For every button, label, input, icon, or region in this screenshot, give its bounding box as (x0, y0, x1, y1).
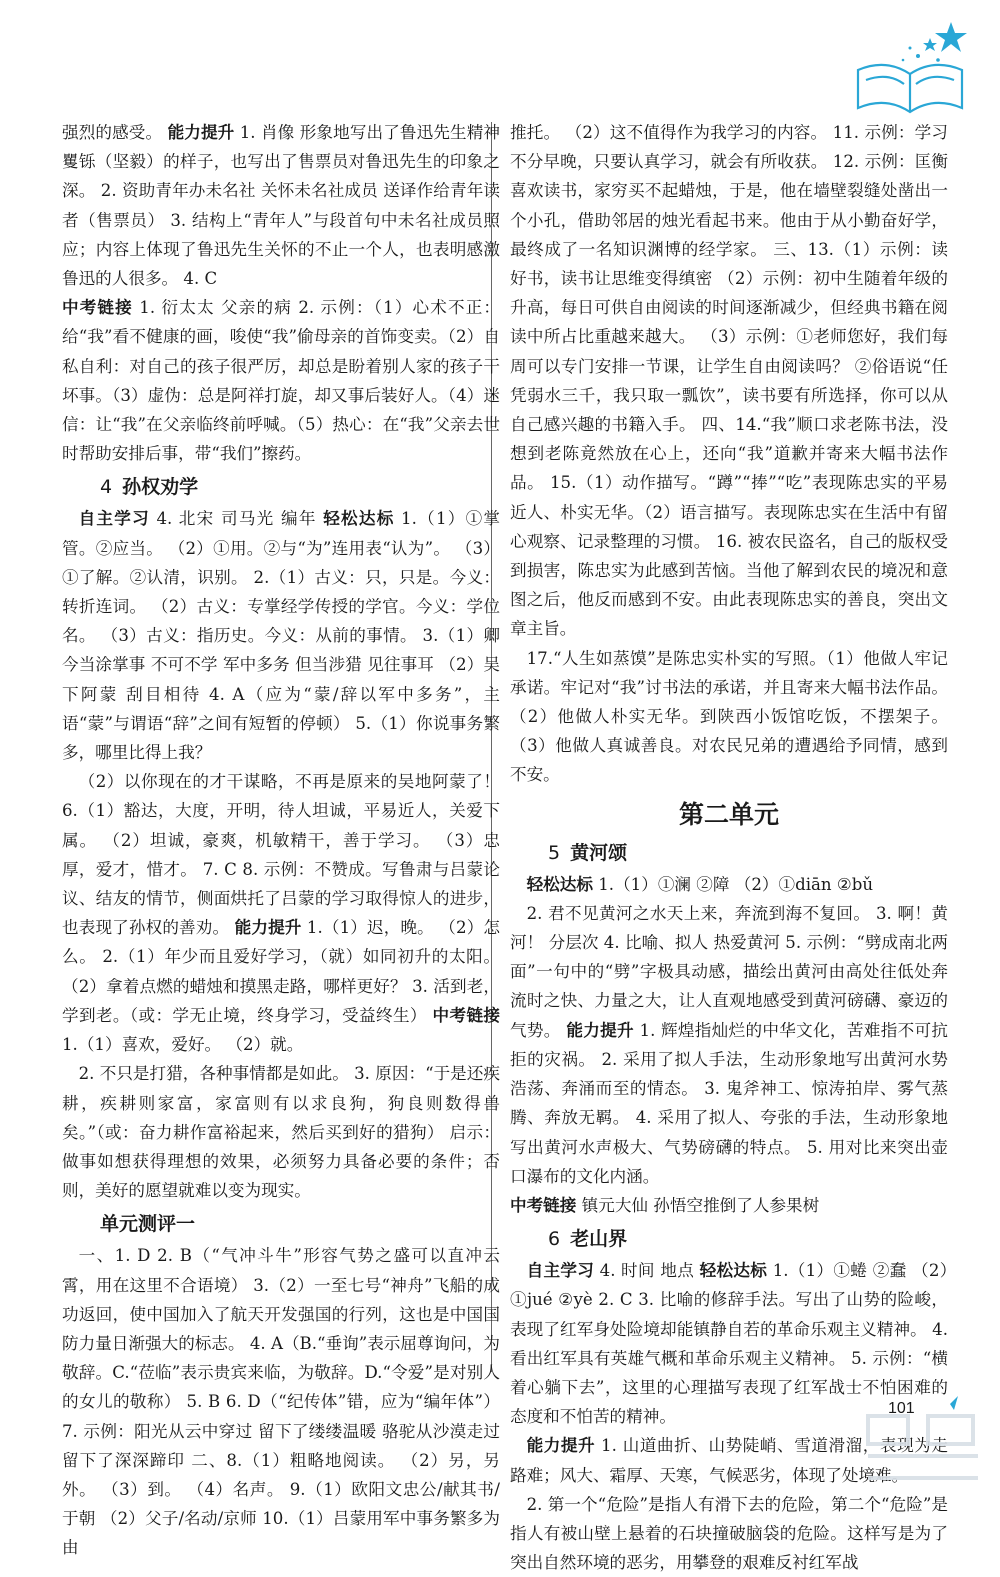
answer-text: 1.（1）喜欢，爱好。 （2）就。 (62, 1035, 304, 1055)
answer-text: 4. 北宋 司马光 编年 (149, 509, 324, 529)
answer-paragraph (510, 644, 948, 790)
section-label: 中考链接 (62, 298, 133, 318)
answer-text: 1.（1）①澜 ②障 （2）①diān ②bǔ (592, 874, 874, 894)
section-heading (62, 472, 500, 502)
section-title: 单元测评一 (100, 1213, 196, 1236)
answer-paragraph (62, 118, 500, 293)
section-title: 老山界 (570, 1228, 628, 1251)
answer-text: 1. 肖像 形象地写出了鲁迅先生精神矍铄（坚毅）的样子，也写出了售票员对鲁迅先生的印象之深。 2. 资助青年办未名社 关怀未名社成员 送译作给青年读者（售票员） 3. 结构上“青年人”与段首句中未名社成员照应；内容上体现了鲁迅先生关怀的不止一个人，也表明感激鲁迅的人很多。 4. C (62, 123, 501, 289)
answer-site-watermark-icon (858, 1396, 988, 1496)
answer-text: 17.“人生如蒸馍”是陈忠实朴实的写照。（1）他做人牢记承诺。牢记对“我”讨书法的承诺，并且寄来大幅书法作品。 （2）他做人朴实无华。到陕西小饭馆吃饭，不摆架子。 （3）他做人真诚善良。对农民兄弟的遭遇给予同情，感到不安。 (510, 648, 948, 785)
section-title: 黄河颂 (570, 841, 628, 864)
answer-text: 1. 衍太太 父亲的病 2. 示例：（1）心术不正：给“我”看不健康的画，唆使“我”偷母亲的首饰变卖。（2）自私自利：对自己的孩子很严厉，却总是盼着别人家的孩子干坏事。（3）虚伪：总是阿祥打旋，却又事后装好人。（4）迷信：让“我”在父亲临终前呼喊。（5）热心：在“我”父亲去世时帮助安排后事，带“我们”擦药。 (62, 298, 500, 464)
open-book-stars-icon (848, 20, 973, 115)
answer-paragraph (510, 1490, 948, 1577)
section-label: 能力提升 (526, 1436, 596, 1456)
right-column (510, 118, 948, 1577)
section-heading (510, 838, 948, 868)
answer-paragraph (62, 767, 500, 1059)
section-heading (62, 1209, 500, 1239)
answer-text: 1. 辉煌指灿烂的中华文化，苦难指不可抗拒的灾祸。 2. 采用了拟人手法，生动形象地写出黄河水势浩荡、奔涌而至的情态。 3. 鬼斧神工、惊涛拍岸、雾气蒸腾、奔放无羁。 4. 采用了拟人、夸张的手法，生动形象地写出黄河水声极大、气势磅礴的特点。 5. 用对比来突出壶口瀑布的文化内涵。 (510, 1020, 949, 1186)
section-number: 5 (548, 841, 561, 864)
answer-text: （2）以你现在的才干谋略，不再是原来的吴地阿蒙了！6.（1）豁达，大度，开明，待人坦诚，平易近人，关爱下属。 （2）坦诚，豪爽，机敏精干，善于学习。 （3）忠厚，爱才，惜才。 7. C 8. 示例：不赞成。写鲁肃与吕蒙论议、结友的情节，侧面烘托了吕蒙的学习取得惊人的进步，也表现了孙权的善劝。 (62, 772, 500, 938)
answer-text: 2. 君不见黄河之水天上来，奔流到海不复回。 3. 啊！黄河！ 分层次 4. 比喻、拟人 热爱黄河 5. 示例：“劈成南北两面”一句中的“劈”字极具动感，描绘出黄河由高处往低处奔流时之快、力量之大，让人直观地感受到黄河磅礴、豪迈的气势。 (510, 903, 948, 1040)
answer-text: 1. 山道曲折、山势陡峭、雪道滑溜，表现为走路难；风大、霜厚、天寒，气候恶劣，体现了处境难。 (510, 1436, 948, 1485)
answer-text: 推托。 （2）这不值得作为我学习的内容。 11. 示例：学习不分早晚，只要认真学习，就会有所收获。 12. 示例：匡衡喜欢读书，家穷买不起蜡烛，于是，他在墙壁裂缝处凿出一个小孔，借助邻居的烛光看起书来。他由于从小勤奋好学，最终成了一名知识渊博的经学家。 三、13.（1）示例：读好书，读书让思维变得缜密 （2）示例：初中生随着年级的升高，每日可供自由阅读的时间逐渐减少，但经典书籍在阅读中所占比重越来越大。 （3）示例：①老师您好，我们每周可以专门安排一节课，让学生自由阅读吗？ ②俗语说“任凭弱水三千，我只取一瓢饮”，读书要有所选择，你可以从自己感兴趣的书籍入手。 四、14.“我”顺口求老陈书法，没想到老陈竟然放在心上，还向“我”道歉并寄来大幅书法作品。 15.（1）动作描写。“蹲”“捧”“吃”表现陈忠实的平易近人、朴实无华。（2）语言描写。表现陈忠实在生活中有留心观察、记录整理的习惯。 16. 被农民盗名，自己的版权受到损害，陈忠实为此感到苦恼。当他了解到农民的境况和意图之后，他反而感到不安。由此表现陈忠实的善良，突出文章主旨。 (510, 123, 948, 639)
section-label: 轻松达标 (526, 874, 593, 894)
unit-heading: 第二单元 (678, 799, 779, 829)
answer-text: 镇元大仙 孙悟空推倒了人参果树 (576, 1195, 820, 1215)
page-number: 101 (888, 1400, 915, 1417)
answer-paragraph (62, 1241, 500, 1562)
answer-text: 1.（1）①掌管。②应当。 （2）①用。②与“为”连用表“认为”。 （3）①了解。②认清，识别。 2.（1）古义：只，只是。今义：转折连词。 （2）古义：专掌经学传授的学官。今义：学位名。 （3）古义：指历史。今义：从前的事情。 3.（1）卿今当涂掌事 不可不学 军中多务 但当涉猎 见往事耳 （2）吴下阿蒙 刮目相待 4. A（应为“蒙/辞以军中多务”，主语“蒙”与谓语“辞”之间有短暂的停顿） 5.（1）你说事务繁多，哪里比得上我？ (62, 509, 501, 763)
section-label: 中考链接 (510, 1195, 577, 1215)
answer-paragraph (510, 870, 948, 899)
section-number: 4 (100, 476, 113, 499)
answer-paragraph (62, 504, 500, 767)
section-label: 轻松达标 (699, 1261, 768, 1281)
answer-paragraph (510, 899, 948, 1191)
answer-text: 2. 不只是打猎，各种事情都是如此。 3. 原因：“于是还疾耕，疾耕则家富，家富则有以求良狗，狗良则数得兽矣。”（或：奋力耕作富裕起来，然后买到好的猎狗） 启示：做事如想获得理想的效果，必须努力具备必要的条件；否则，美好的愿望就难以变为现实。 (62, 1064, 500, 1201)
answer-paragraph (510, 1191, 948, 1220)
answer-text: 强烈的感受。 (62, 123, 168, 142)
answer-text: 一、1. D 2. B（“气冲斗牛”形容气势之盛可以直冲云霄，用在这里不合语境） 3.（2）一至七号“神舟”飞船的成功返回，使中国加入了航天开发强国的行列，这也是中国国防力量日渐强大的标志。 4. A（B.“垂询”表示屈尊询问，为敬辞。C.“莅临”表示贵宾来临，为敬辞。D.“令爱”是对别人的女儿的敬称） 5. B 6. D（“纪传体”错，应为“编年体”） 7. 示例：阳光从云中穿过 留下了缕缕温暖 骆驼从沙漠走过 留下了深深蹄印 二、8.（1）粗略地阅读。 （2）另，另外。 （3）到。 （4）名声。 9.（1）欧阳文忠公/献其书/于朝 （2）父子/名动/京师 10.（1）吕蒙用军中事务繁多为由 (62, 1246, 500, 1558)
answer-text: 2. 第一个“危险”是指人有滑下去的危险，第二个“危险”是指人有被山壁上悬着的石块撞破脑袋的危险。这样写是为了突出自然环境的恶劣，用攀登的艰难反衬红军战 (510, 1494, 948, 1573)
section-label: 能力提升 (234, 918, 302, 938)
section-number: 6 (548, 1228, 561, 1251)
section-label: 能力提升 (566, 1020, 634, 1040)
left-column (62, 118, 500, 1563)
section-label: 自主学习 (78, 509, 150, 529)
answer-text: 4. 时间 地点 (594, 1261, 700, 1281)
section-label: 轻松达标 (323, 509, 395, 529)
section-label: 自主学习 (526, 1261, 595, 1281)
section-label: 能力提升 (167, 123, 235, 142)
section-heading (510, 1224, 948, 1254)
answer-text: 1.（1）①蜷 ②蠢 （2）①jué ②yè 2. C 3. 比喻的修辞手法。写出了山势的险峻，表现了红军身处险境却能镇静自若的革命乐观主义精神。 4. 看出红军具有英雄气概和革命乐观主义精神。 5. 示例：“横着心躺下去”，这里的心理描写表现了红军战士不怕困难的态度和不怕苦的精神。 (510, 1261, 948, 1427)
answer-paragraph (510, 118, 948, 644)
section-title: 孙权劝学 (122, 476, 199, 499)
answer-text: 1.（1）迟，晚。 （2）怎么。 2.（1）年少而且爱好学习，（就）如同初升的太阳。 （2）拿着点燃的蜡烛和摸黑走路，哪样更好？ 3. 活到老，学到老。（或：学无止境，终身学习，受益终生） (62, 918, 501, 1025)
answer-paragraph (62, 293, 500, 468)
section-label: 中考链接 (432, 1005, 500, 1025)
answer-paragraph (62, 1059, 500, 1205)
